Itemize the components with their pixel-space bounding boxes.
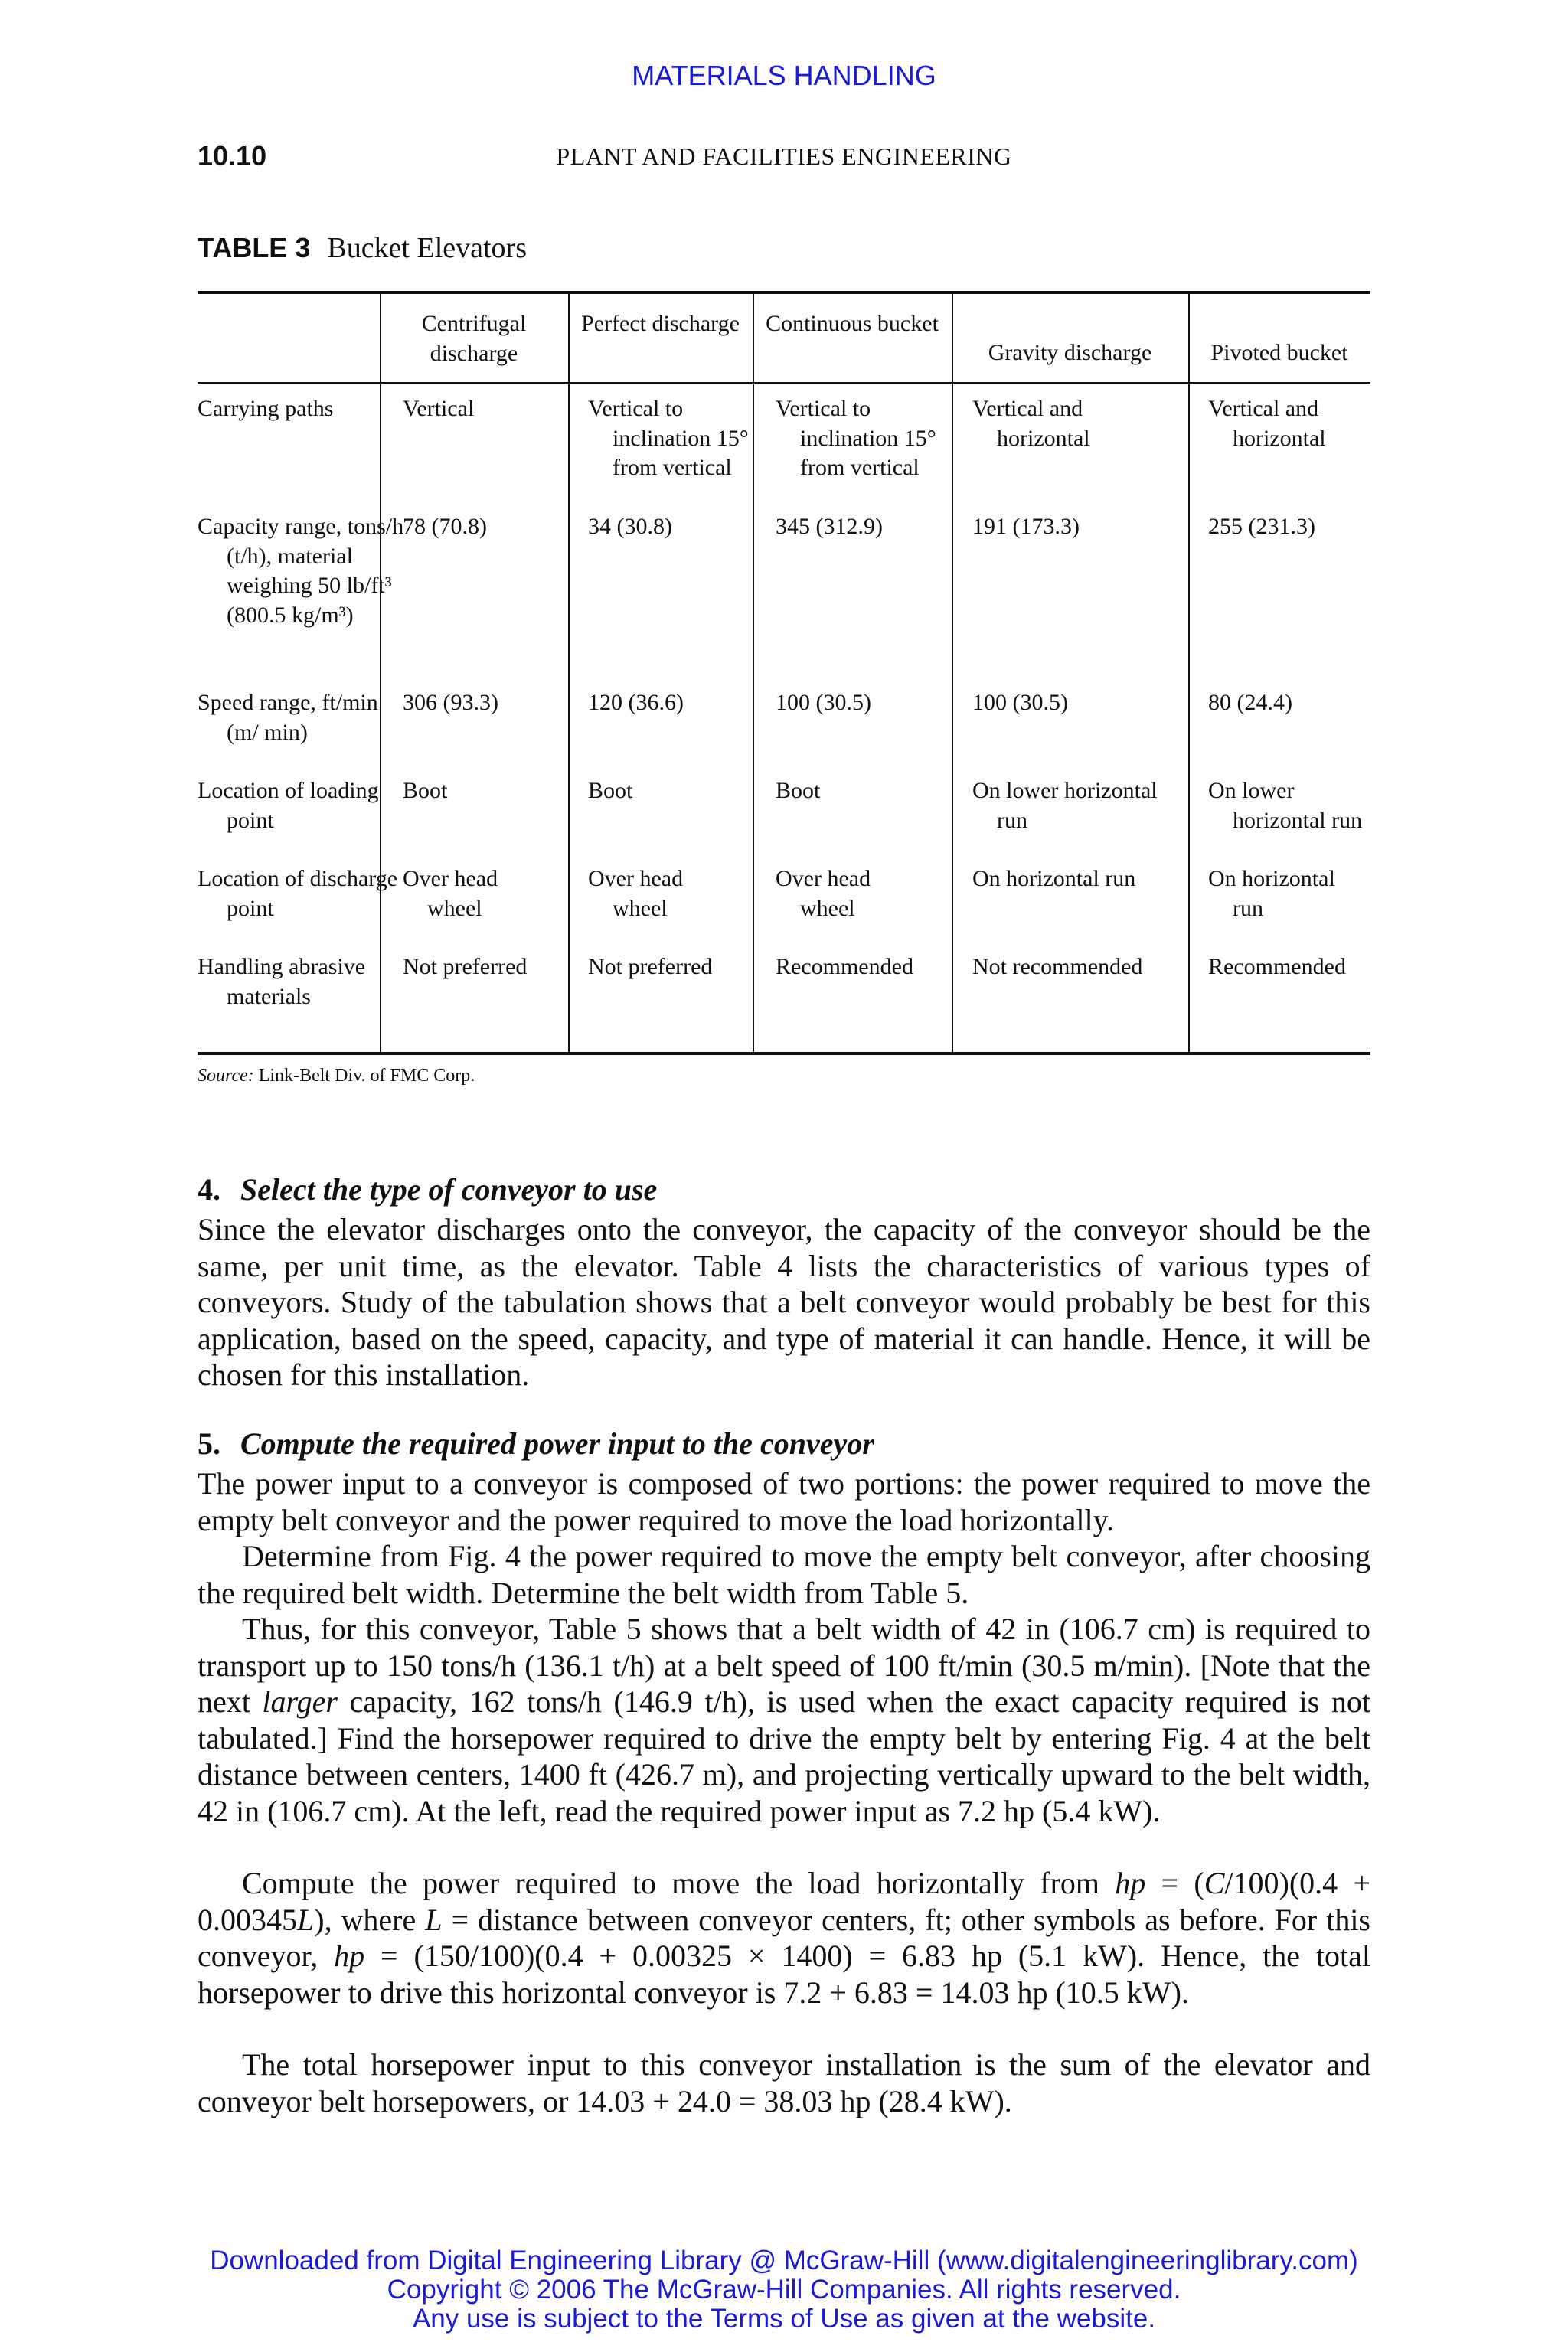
page-number: 10.10 (198, 140, 267, 172)
p4-var-l: L (297, 1902, 315, 1937)
table-cell: On lower horizontal run (972, 778, 1158, 833)
row-label-carrying-paths: Carrying paths (198, 396, 334, 421)
step-5-paragraph-2: Determine from Fig. 4 the power required to move the empty belt conveyor, after choosing the required belt width. Determine the belt width from Table 5. (198, 1539, 1370, 1610)
column-divider (952, 294, 953, 1052)
step-4-number: 4. (198, 1172, 220, 1207)
col-header-perfect: Perfect discharge (581, 311, 740, 336)
table-cell: Not preferred (403, 954, 528, 979)
table-cell: On horizontal run (1208, 866, 1335, 921)
p4-text: = distance between conveyor centers, ft; other symbols as before. For this conveyor, (198, 1902, 1370, 1973)
table-cell: 78 (70.8) (403, 514, 487, 539)
column-divider (1188, 294, 1190, 1052)
table-cell: Vertical to inclination 15° from vertical (776, 396, 936, 480)
col-header-pivoted: Pivoted bucket (1210, 340, 1348, 365)
table-cell: 100 (30.5) (972, 690, 1068, 715)
table-cell: Boot (776, 778, 821, 803)
p3-emphasis: larger (262, 1684, 338, 1719)
step-5-paragraph-1: The power input to a conveyor is composed of two portions: the power required to move the empty belt conveyor and the power required to move the load horizontally. (198, 1466, 1370, 1537)
row-label-loading-point: Location of loading point (198, 778, 379, 833)
p4-var-hp: hp (334, 1939, 365, 1973)
table-cell: Not preferred (588, 954, 713, 979)
table-cell: Not recommended (972, 954, 1143, 979)
table-cell: Over head wheel (403, 866, 498, 921)
table-cell: On horizontal run (972, 866, 1136, 891)
table-cell: 255 (231.3) (1208, 514, 1315, 539)
table-title: Bucket Elevators (327, 232, 527, 264)
table-cell: 80 (24.4) (1208, 690, 1292, 715)
table-cell: Over head wheel (588, 866, 684, 921)
step-5-title: Compute the required power input to the conveyor (240, 1426, 874, 1461)
table-cell: 191 (173.3) (972, 514, 1080, 539)
row-label-capacity-range: Capacity range, tons/h (t/h), material weighing 50 lb/ft³ (800.5 kg/m³) (198, 514, 404, 628)
bucket-elevators-table (198, 291, 1370, 1055)
table-source-note (198, 1066, 475, 1086)
footer-line-copyright: Copyright © 2006 The McGraw-Hill Companies. All rights reserved. (387, 2275, 1181, 2305)
p4-text: = (150/100)(0.4 + 0.00325 × 1400) = 6.83 hp (5.1 kW). Hence, the total horsepower to drive this horizontal conveyor is 7.2 + 6.83 = 14.03 hp (10.5 kW). (198, 1939, 1370, 2010)
table-cell: 306 (93.3) (403, 690, 498, 715)
table-cell: Recommended (776, 954, 913, 979)
download-footer[interactable] (0, 2246, 1568, 2334)
p4-var-hp: hp (1115, 1866, 1146, 1900)
p3-text-a: Thus, for this conveyor, Table 5 shows that a belt width of 42 in (106.7 cm) is required to transport up to 150 tons/h (136.1 t/h) at a belt speed of 100 ft/min (30.5 m/min). [Note that the next (198, 1612, 1370, 1719)
row-label-speed-range: Speed range, ft/min (m/ min) (198, 690, 378, 745)
footer-line-terms[interactable]: Any use is subject to the Terms of Use as given at the website. (412, 2304, 1156, 2334)
header-rule (198, 382, 1370, 384)
step-5-paragraph-4 (198, 1865, 1370, 2011)
p4-text: = ( (1145, 1866, 1204, 1900)
table-cell: Boot (588, 778, 633, 803)
step-5-heading (198, 1426, 874, 1462)
col-header-continuous: Continuous bucket (766, 311, 939, 336)
step-4-heading (198, 1171, 657, 1207)
table-cell: 345 (312.9) (776, 514, 883, 539)
col-header-centrifugal: Centrifugal discharge (421, 311, 527, 366)
table-cell: 100 (30.5) (776, 690, 871, 715)
row-label-abrasive-materials: Handling abrasive materials (198, 954, 366, 1009)
table-cell: Boot (403, 778, 448, 803)
table-cell: Vertical to inclination 15° from vertical (588, 396, 749, 480)
step-5-paragraph-3 (198, 1611, 1370, 1829)
p4-text: Compute the power required to move the load horizontally from (242, 1866, 1116, 1900)
running-head: PLANT AND FACILITIES ENGINEERING (556, 142, 1012, 170)
source-text: Link-Belt Div. of FMC Corp. (258, 1066, 475, 1086)
table-caption (198, 231, 527, 265)
top-banner[interactable]: MATERIALS HANDLING (632, 60, 936, 91)
table-cell: Over head wheel (776, 866, 871, 921)
col-header-gravity: Gravity discharge (988, 340, 1152, 365)
row-label-discharge-point: Location of discharge point (198, 866, 398, 921)
table-cell: On lower horizontal run (1208, 778, 1363, 833)
p4-var-l: L (425, 1902, 443, 1937)
table-cell: Vertical and horizontal (972, 396, 1090, 451)
table-cell: Vertical (403, 396, 475, 421)
step-4-paragraph: Since the elevator discharges onto the conveyor, the capacity of the conveyor should be the same, per unit time, as the elevator. Table 4 lists the characteristics of various types of conveyors. Study of the tabulation shows that a belt conveyor would probably be best for this application, based on the speed, capacity, and type of material it can handle. Hence, it will be chosen for this installation. (198, 1212, 1370, 1392)
footer-line-download[interactable]: Downloaded from Digital Engineering Library @ McGraw-Hill (www.digitalengineeringlibrary.com) (210, 2246, 1358, 2275)
p4-text: /100)(0.4 + 0.00345 (198, 1866, 1370, 1937)
table-label: TABLE 3 (198, 232, 311, 263)
table-cell: 34 (30.8) (588, 514, 672, 539)
column-divider (568, 294, 570, 1052)
source-label: Source: (198, 1066, 254, 1086)
table-cell: 120 (36.6) (588, 690, 684, 715)
p3-text-b: capacity, 162 tons/h (146.9 t/h), is used when the exact capacity required is not tabulated.] Find the horsepower required to drive the empty belt by entering Fig. 4 at the belt distance between centers, 1400 ft (426.7 m), and projecting vertically upward to the belt width, 42 in (106.7 cm). At the left, read the required power input as 7.2 hp (5.4 kW). (198, 1684, 1371, 1828)
p4-text: ), where (314, 1902, 426, 1937)
p4-var-c: C (1204, 1866, 1225, 1900)
step-5-number: 5. (198, 1426, 220, 1461)
step-4-title: Select the type of conveyor to use (240, 1172, 658, 1207)
table-cell: Vertical and horizontal (1208, 396, 1326, 451)
table-cell: Recommended (1208, 954, 1346, 979)
step-5-paragraph-5: The total horsepower input to this conveyor installation is the sum of the elevator and conveyor belt horsepowers, or 14.03 + 24.0 = 38.03 hp (28.4 kW). (198, 2047, 1370, 2118)
